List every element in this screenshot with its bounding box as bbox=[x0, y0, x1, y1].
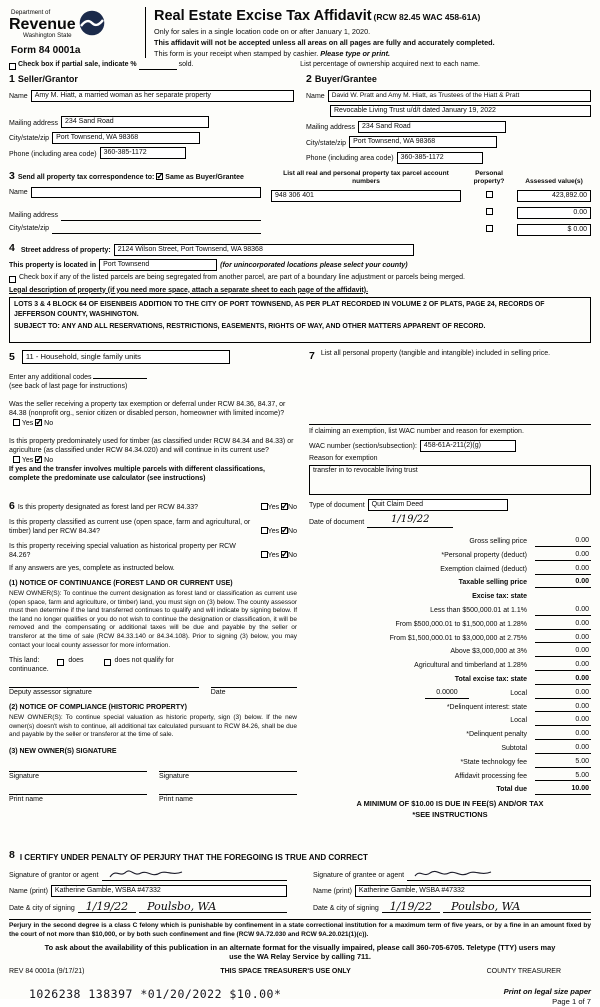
delinquent-penalty-input[interactable]: 0.00 bbox=[535, 730, 591, 740]
buyer-phone-value[interactable]: 360-385-1172 bbox=[397, 152, 483, 164]
grantor-name-print-value[interactable]: Katherine Gamble, WSBA #47332 bbox=[51, 885, 287, 897]
money-row-gross: Gross selling price 0.00 bbox=[309, 533, 591, 547]
notice-compliance-body: NEW OWNER(S): To continue special valuation as historic property, sign (3) below. If the new owner(s) doesn't wish to continue, all additional tax calculated pursuant to RCW 84.26, shall be due and payable by the seller or transferor at the time of sale. bbox=[9, 714, 297, 740]
certification-title: I CERTIFY UNDER PENALTY OF PERJURY THAT THE FOREGOING IS TRUE AND CORRECT bbox=[20, 853, 368, 863]
cashier-stamp: 1026238 138397 *01/20/2022 $10.00* bbox=[29, 987, 281, 1002]
tier3-tax-input[interactable]: 0.00 bbox=[535, 634, 591, 644]
grantor-signing-date[interactable]: 1/19/22 bbox=[78, 901, 136, 914]
assessed-value-input-3[interactable]: $ 0.00 bbox=[517, 224, 591, 236]
form-title: Real Estate Excise Tax Affidavit bbox=[154, 8, 372, 24]
footer-meta-row bbox=[9, 968, 591, 977]
header-note-3: This form is your receipt when stamped by cashier. Please type or print. bbox=[154, 49, 591, 58]
money-row-taxable: Taxable selling price 0.00 bbox=[309, 575, 591, 589]
deputy-assessor-label: Deputy assessor signature bbox=[9, 689, 92, 696]
revenue-logo-icon bbox=[79, 10, 105, 40]
grantor-signature bbox=[108, 867, 194, 880]
assessed-value-input-1[interactable]: 423,892.00 bbox=[517, 190, 591, 202]
money-row-total-state: Total excise tax: state 0.00 bbox=[309, 671, 591, 685]
exemption-claimed-input[interactable]: 0.00 bbox=[535, 565, 591, 575]
legal-description-line-1: LOTS 3 & 4 BLOCK 64 OF EISENBEIS ADDITION TO THE CITY OF PORT TOWNSEND, AS PER PLAT RECORDED IN VOLUME 2 OF PLATS, PAGE 24, RECORDS OF JEFFERSON COUNTY, WASHINGTON. bbox=[14, 300, 586, 319]
grantee-date-city-label: Date & city of signing bbox=[313, 905, 379, 914]
grantor-certification bbox=[9, 863, 287, 914]
segregated-checkbox[interactable] bbox=[9, 276, 16, 283]
agency-subtitle: Washington State bbox=[23, 32, 76, 40]
header-note-1: Only for sales in a single location code on or after January 1, 2020. bbox=[154, 27, 591, 36]
forest-land-question: Is this property designated as forest land per RCW 84.33? bbox=[18, 504, 198, 511]
county-treasurer-label: COUNTY TREASURER bbox=[487, 968, 561, 977]
grantor-signature-field[interactable] bbox=[102, 868, 287, 881]
correspondence-section bbox=[9, 170, 591, 236]
s5-q2-yes-checkbox[interactable] bbox=[13, 456, 20, 463]
personal-property-checkbox-1[interactable] bbox=[486, 191, 493, 198]
total-excise-state-input[interactable]: 0.00 bbox=[535, 675, 591, 685]
grantor-name-print-label: Name (print) bbox=[9, 888, 48, 897]
form-number: Form 84 0001a bbox=[11, 45, 145, 58]
stamp-row bbox=[9, 987, 591, 1007]
money-row-total-due: Total due 10.00 bbox=[309, 781, 591, 795]
segregated-label: Check box if any of the listed parcels are being segregated from another parcel, are part of a boundary line adjustment or parcels being merged. bbox=[19, 274, 465, 283]
same-as-buyer-label: Same as Buyer/Grantee bbox=[165, 174, 244, 181]
assessed-value-input-2[interactable]: 0.00 bbox=[517, 207, 591, 219]
s5-q1-yes-checkbox[interactable] bbox=[13, 419, 20, 426]
ownership-note: List percentage of ownership acquired next to each name. bbox=[294, 61, 480, 70]
buyer-name-value-2[interactable]: Revocable Living Trust u/d/t dated January 19, 2022 bbox=[330, 105, 591, 117]
subtotal-input[interactable]: 0.00 bbox=[535, 744, 591, 754]
seller-name-blank[interactable] bbox=[9, 102, 294, 113]
header-note-2: This affidavit will not be accepted unless all areas on all pages are fully and accurately completed. bbox=[154, 38, 591, 47]
form-revision: REV 84 0001a (9/17/21) bbox=[9, 968, 85, 977]
print-note bbox=[504, 987, 591, 1007]
tier4-tax-input[interactable]: 0.00 bbox=[535, 647, 591, 657]
seller-name-value[interactable]: Amy M. Hiatt, a married woman as her separate property bbox=[31, 90, 294, 102]
correspondence-block bbox=[9, 170, 261, 236]
seller-phone-value[interactable]: 360-385-1172 bbox=[100, 147, 186, 159]
wac-number-label: WAC number (section/subsection): bbox=[309, 443, 417, 452]
document-date-label: Date of document bbox=[309, 519, 364, 528]
grantee-signature-field[interactable] bbox=[407, 868, 591, 881]
street-address-value[interactable]: 2124 Wilson Street, Port Townsend, WA 98368 bbox=[114, 244, 414, 256]
buyer-mailing-value[interactable]: 234 Sand Road bbox=[358, 121, 506, 133]
money-row-delinquent-interest-state: *Delinquent interest: state 0.00 bbox=[309, 699, 591, 713]
delinquent-interest-state-input[interactable]: 0.00 bbox=[535, 703, 591, 713]
new-owner-print-name-line-1[interactable]: Print name bbox=[9, 794, 147, 805]
s5-q1-no-checkbox[interactable] bbox=[35, 419, 42, 426]
s6-q1-no-checkbox[interactable] bbox=[281, 503, 288, 510]
seller-section bbox=[9, 73, 294, 164]
s6-q3-yes-checkbox[interactable] bbox=[261, 551, 268, 558]
personal-property-list-label: List all personal property (tangible and intangible) included in selling price. bbox=[321, 350, 550, 363]
designation-section: 6 Is this property designated as forest land per RCW 84.33? Yes ✓ No Is this property classified as current use (open space, farm and agricultural, or timber) land per RCW 84.34? Yes ✓ No Is this property receiving special valuation as historical property per RCW 84.26? Yes ✓ No If any answers are yes, complete as instructed below. (1) NOTICE OF CONTINUANCE (FOREST LAND OR CURRENT USE) NEW OWNER(S): To continue the current designation as forest land or classification as current use (open space, farm and agriculture, or timber) land, you must sign on (3) below. The county assessor must then determine if the land transferred continues to qualify and will indicate by signing below. If the land no longer qualifies or you do not wish to continue the designation or classification, it will be removed and the compensating or additional taxes will be due and payable by the seller or transferor at the time of sale (RCW 84.33.140 or 84.34.108). Prior to signing (3) below, you may contact your local county assessor for more information. This land: does does not qualify for continuance. Deputy assessor signature Date (2) NOTICE OF COMPLIANCE (HISTORIC PROPERTY) NEW OWNER(S): To continue special valuation as historic property, sign (3) below. If the new owner(s) doesn't wish to continue, all additional tax calculated pursuant to RCW 84.26, shall be due and payable by the seller or transferor at the time of sale. (3) NEW OWNER(S) SIGNATURE Signature Signature Print name Print name bbox=[9, 500, 297, 805]
grantee-signing-date[interactable]: 1/19/22 bbox=[382, 901, 440, 914]
s5-q2-no-checkbox[interactable] bbox=[35, 456, 42, 463]
land-does-not-checkbox[interactable] bbox=[104, 659, 111, 666]
sold-label: sold. bbox=[179, 61, 194, 70]
local-tax-input[interactable]: 0.00 bbox=[535, 689, 591, 699]
money-row-subtotal: Subtotal 0.00 bbox=[309, 740, 591, 754]
use-code-section: 5 11 - Household, single family units Enter any additional codes (see back of last page for instructions) Was the seller receiving a property tax exemption or deferral under RCW 84.36, 84.37, or 84.38 (nonprofit org., senior citizen or disabled person, homeowner with limited income)? Yes ✓ No Is this property predominately used for timber (as classified under RCW 84.34 and 84.33) or agriculture (as classified under RCW 84.34.020) and will continue in its current use? Yes ✓ No If yes and the transfer involves multiple parcels with different classifications, complete the predominate use calculator (see instructions) bbox=[9, 350, 297, 484]
s6-q2-no-checkbox[interactable] bbox=[281, 527, 288, 534]
money-row-personal-deduct: *Personal property (deduct) 0.00 bbox=[309, 547, 591, 561]
title-block bbox=[145, 7, 591, 58]
money-row-tier-1: Less than $500,000.01 at 1.1% 0.00 bbox=[309, 602, 591, 616]
agricultural-tax-input[interactable]: 0.00 bbox=[535, 661, 591, 671]
legal-description-line-2: SUBJECT TO: ANY AND ALL RESERVATIONS, RESTRICTIONS, EASEMENTS, RIGHTS OF WAY, AND OTHER MATTERS APPARENT OF RECORD. bbox=[14, 322, 586, 331]
new-owner-signature-line-1[interactable]: Signature bbox=[9, 771, 147, 782]
buyer-city-value[interactable]: Port Townsend, WA 98368 bbox=[349, 136, 497, 148]
document-date-input[interactable]: 1/19/22 bbox=[367, 514, 453, 528]
form-header bbox=[9, 7, 591, 58]
land-qualify-row: This land: does does not qualify for bbox=[9, 657, 297, 666]
money-row-local: 0.0000 Local 0.00 bbox=[309, 685, 591, 699]
additional-codes-label: Enter any additional codes bbox=[9, 374, 92, 381]
seller-mailing-label: Mailing address bbox=[9, 120, 58, 129]
grantee-certification bbox=[313, 863, 591, 914]
buyer-mailing-label: Mailing address bbox=[306, 124, 355, 133]
grantee-signature bbox=[413, 867, 499, 880]
certification-section: 8 I CERTIFY UNDER PENALTY OF PERJURY THAT THE FOREGOING IS TRUE AND CORRECT Signature of grantor or agent Name (print) Katherine Gamble, WSBA #47332 Date & city of signing 1/19/22 Poulsbo, WA Signature of grantee or agent Name (print) Katherine Gamble, WSBA #47332 Date & city of signing 1/19/22 Poulsbo, WA bbox=[9, 849, 591, 913]
new-owners-signature-title: (3) NEW OWNER(S) SIGNATURE bbox=[9, 748, 297, 757]
s6-q2-yes-checkbox[interactable] bbox=[261, 527, 268, 534]
same-as-buyer-checkbox[interactable] bbox=[156, 173, 163, 180]
additional-codes-input[interactable] bbox=[93, 370, 147, 379]
divider bbox=[309, 424, 591, 425]
grantor-signing-city[interactable]: Poulsbo, WA bbox=[139, 901, 287, 914]
agency-text bbox=[9, 9, 76, 40]
local-rate-input[interactable]: 0.0000 bbox=[425, 689, 469, 699]
total-due-input[interactable]: 10.00 bbox=[535, 785, 591, 795]
partial-sale-checkbox[interactable] bbox=[9, 63, 16, 70]
correspondence-name-label: Name bbox=[9, 189, 28, 198]
form-title-line bbox=[154, 7, 591, 26]
timber-agriculture-question: Is this property predominately used for timber (as classified under RCW 84.34 and 84.33) or agriculture (as classified under RCW 84.34.020) and will continue in its current use? Yes ✓ No If yes and the transfer involves multiple parcels with different classifications, complete the predominate use calculator (see instructions) bbox=[9, 438, 297, 484]
notice-continuance-body: NEW OWNER(S): To continue the current designation as forest land or classification as current use (open space, farm and agriculture, or timber) land, you must sign on (3) below. The county assessor must then determine if the land transferred continues to qualify and will indicate by signing below. If the land no longer qualifies or you do not wish to continue the designation or classification, it will be removed and the compensating or additional taxes will be due and payable by the seller or transferor at the time of sale (RCW 84.33.140 or 84.34.108). Prior to signing (3) below, you may contact your local county assessor for more information. bbox=[9, 590, 297, 650]
seller-city-label: City/state/zip bbox=[9, 135, 49, 144]
partial-sale-row bbox=[9, 61, 591, 70]
predominate-use-note: If yes and the transfer involves multiple parcels with different classifications, complete the predominate use calculator (see instructions) bbox=[9, 466, 297, 484]
exemption-deferral-question: Was the seller receiving a property tax exemption or deferral under RCW 84.36, 84.37, or 84.38 (nonprofit org., senior citizen or disabled person, homeowner with limited income)? Yes ✓ No bbox=[9, 401, 297, 429]
document-type-input[interactable]: Quit Claim Deed bbox=[368, 499, 508, 511]
buyer-title: Buyer/Grantee bbox=[315, 74, 377, 84]
agency-block bbox=[9, 7, 145, 58]
money-row-tier-4: Above $3,000,000 at 3% 0.00 bbox=[309, 643, 591, 657]
exemption-reason-input[interactable]: transfer in to revocable living trust bbox=[309, 465, 591, 495]
personal-property-checkbox-2[interactable] bbox=[486, 208, 493, 215]
parcel-col-header: List all real and personal property tax parcel account numbers bbox=[271, 170, 461, 185]
send-correspondence-label: Send all property tax correspondence to: bbox=[18, 174, 155, 181]
street-address-label: Street address of property: bbox=[21, 247, 111, 256]
seller-title: Seller/Grantor bbox=[18, 74, 78, 84]
buyer-heading: 2 Buyer/Grantee bbox=[306, 73, 591, 86]
deputy-date-line[interactable] bbox=[211, 687, 297, 698]
buyer-phone-label: Phone (including area code) bbox=[306, 155, 394, 164]
if-yes-note: If any answers are yes, complete as instructed below. bbox=[9, 565, 297, 574]
legal-size-note: Print on legal size paper bbox=[504, 987, 591, 996]
money-row-exemption-deduct: Exemption claimed (deduct) 0.00 bbox=[309, 561, 591, 575]
perjury-notice: Perjury in the second degree is a class C felony which is punishable by confinement in a state correctional institution for a maximum term of five years, or by a fine in an amount fixed by the court of not more than $10,000, or by both such confinement and fine (RCW 9A.72.030 and RCW 9A.20.021(1)(c)). bbox=[9, 922, 591, 939]
agency-name: Revenue bbox=[9, 17, 76, 32]
footer bbox=[9, 919, 591, 1007]
tax-section: 7 List all personal property (tangible and intangible) included in selling price. If claiming an exemption, list WAC number and reason for exemption. WAC number (section/subsection): 458-61A-211(2)(g) Reason for exemption transfer in to revocable living trust Type of document Quit Claim Deed Date of document 1/19/22 Gross selling price 0.00 *Personal property (deduct) 0.00 Exemption claimed (deduct) 0.00 Taxable selling price 0.00 Excise tax: state Less than $500,000.01 at 1.1% 0.00 From $500,000.01 to $1,500,000 at 1.28% 0.00 From $1,500,000.01 to $3,000,000 at 2.75% 0.00 Above $3,000,000 at 3% 0.00 Agricultural and timberland at 1.28% 0.00 Total excise tax: state 0.00 0.0000 Local 0.00 *Delinquent interest: state 0.00 Local 0.00 *Delinquent penalty 0.00 Subtotal 0.00 *State technology fee 5.00 Affidavit processing fee 5.00 Total due 10.00 A MINIMUM OF $10.00 IS DUE IN FEE(S) AND/OR TAX *SEE INSTRUCTIONS bbox=[309, 350, 591, 847]
seller-heading: 1 Seller/Grantor bbox=[9, 73, 294, 86]
seller-phone-label: Phone (including area code) bbox=[9, 151, 97, 160]
money-row-delinquent-interest-local: Local 0.00 bbox=[309, 712, 591, 726]
money-row-tier-3: From $1,500,000.01 to $3,000,000 at 2.75% 0.00 bbox=[309, 630, 591, 644]
buyer-city-label: City/state/zip bbox=[306, 140, 346, 149]
money-row-processing-fee: Affidavit processing fee 5.00 bbox=[309, 768, 591, 782]
historic-property-question: Is this property receiving special valuation as historical property per RCW 84.26? bbox=[9, 543, 251, 561]
partial-sale-label: Check box if partial sale, indicate % bbox=[18, 61, 137, 70]
this-land-label: This land: bbox=[9, 657, 39, 666]
page-number: Page 1 of 7 bbox=[552, 997, 591, 1006]
assessed-value-col-header: Assessed value(s) bbox=[517, 178, 591, 186]
new-owner-print-name-line-2[interactable]: Print name bbox=[159, 794, 297, 805]
alternate-format-note: To ask about the availability of this publication in an alternate format for the visually impaired, please call 360-705-6705. Teletype (TTY) users may use the WA Relay Service by calling 711. bbox=[9, 943, 591, 962]
new-owner-signature-line-2[interactable]: Signature bbox=[159, 771, 297, 782]
located-in-label: This property is located in bbox=[9, 262, 96, 271]
correspondence-mailing-label: Mailing address bbox=[9, 212, 58, 221]
buyer-name-label: Name bbox=[306, 93, 325, 102]
s6-q3-no-checkbox[interactable] bbox=[281, 551, 288, 558]
dept-of-label: Department of bbox=[11, 9, 76, 17]
wac-number-input[interactable]: 458-61A-211(2)(g) bbox=[420, 440, 516, 452]
s6-q1-yes-checkbox[interactable] bbox=[261, 503, 268, 510]
parties-section bbox=[9, 73, 591, 164]
grantee-signature-label: Signature of grantee or agent bbox=[313, 872, 404, 881]
processing-fee-input[interactable]: 5.00 bbox=[535, 772, 591, 782]
exemption-reason-label: Reason for exemption bbox=[309, 455, 591, 464]
deputy-date-label: Date bbox=[211, 689, 226, 696]
buyer-section bbox=[306, 73, 591, 164]
location-select[interactable]: Port Townsend bbox=[99, 259, 217, 271]
additional-codes-note: (see back of last page for instructions) bbox=[9, 383, 297, 392]
excise-tax-state-header: Excise tax: state bbox=[309, 588, 591, 602]
money-row-technology-fee: *State technology fee 5.00 bbox=[309, 754, 591, 768]
personal-property-deduct-input[interactable]: 0.00 bbox=[535, 551, 591, 561]
personal-property-list-input[interactable] bbox=[309, 364, 591, 422]
correspondence-heading: 3 Send all property tax correspondence to: ✓ Same as Buyer/Grantee bbox=[9, 170, 261, 183]
correspondence-name-input[interactable] bbox=[31, 187, 261, 198]
notice-continuance-title: (1) NOTICE OF CONTINUANCE (FOREST LAND OR CURRENT USE) bbox=[9, 580, 297, 589]
technology-fee-input[interactable]: 5.00 bbox=[535, 758, 591, 768]
grantee-signing-city[interactable]: Poulsbo, WA bbox=[443, 901, 591, 914]
correspondence-mailing-input[interactable] bbox=[61, 212, 261, 221]
money-row-delinquent-penalty: *Delinquent penalty 0.00 bbox=[309, 726, 591, 740]
exemption-note: If claiming an exemption, list WAC number and reason for exemption. bbox=[309, 428, 591, 437]
buyer-name-value[interactable]: David W. Pratt and Amy M. Hiatt, as Trustees of the Hiatt & Pratt bbox=[328, 90, 591, 102]
table-row bbox=[271, 190, 461, 202]
agency-logo-row bbox=[9, 9, 145, 40]
grantor-signature-label: Signature of grantor or agent bbox=[9, 872, 99, 881]
tier1-tax-input[interactable]: 0.00 bbox=[535, 606, 591, 616]
land-does-checkbox[interactable] bbox=[57, 659, 64, 666]
gross-selling-price-input[interactable]: 0.00 bbox=[535, 537, 591, 547]
treasurer-space-label: THIS SPACE TREASURER'S USE ONLY bbox=[220, 968, 350, 977]
continuance-label: continuance. bbox=[9, 666, 297, 675]
tier2-tax-input[interactable]: 0.00 bbox=[535, 620, 591, 630]
legal-description-box[interactable] bbox=[9, 297, 591, 343]
partial-sale-group bbox=[9, 61, 294, 70]
taxable-selling-price-input[interactable]: 0.00 bbox=[535, 578, 591, 588]
grantor-date-city-label: Date & city of signing bbox=[9, 905, 75, 914]
seller-name-label: Name bbox=[9, 93, 28, 102]
correspondence-city-label: City/state/zip bbox=[9, 225, 49, 234]
delinquent-interest-local-input[interactable]: 0.00 bbox=[535, 716, 591, 726]
form-title-code: (RCW 82.45 WAC 458-61A) bbox=[374, 12, 481, 22]
seller-city-value[interactable]: Port Townsend, WA 98368 bbox=[52, 132, 200, 144]
deputy-assessor-signature-line[interactable] bbox=[9, 687, 199, 698]
property-use-code-input[interactable]: 11 - Household, single family units bbox=[22, 350, 230, 364]
parcel-table bbox=[271, 170, 591, 236]
seller-mailing-value[interactable]: 234 Sand Road bbox=[61, 116, 209, 128]
located-note: (for unincorporated locations please select your county) bbox=[220, 262, 407, 271]
notice-compliance-title: (2) NOTICE OF COMPLIANCE (HISTORIC PROPERTY) bbox=[9, 704, 297, 713]
document-type-label: Type of document bbox=[309, 502, 365, 511]
grantee-name-print-label: Name (print) bbox=[313, 888, 352, 897]
parcel-number-input[interactable]: 948 306 401 bbox=[271, 190, 461, 202]
personal-property-col-header: Personal property? bbox=[466, 170, 512, 185]
current-use-question: Is this property classified as current use (open space, farm and agricultural, or timber) land per RCW 84.34? bbox=[9, 519, 251, 537]
money-row-tier-2: From $500,000.01 to $1,500,000 at 1.28% 0.00 bbox=[309, 616, 591, 630]
minimum-due-note: A MINIMUM OF $10.00 IS DUE IN FEE(S) AND/OR TAX bbox=[309, 799, 591, 808]
partial-sale-percent-input[interactable] bbox=[139, 61, 177, 70]
grantee-name-print-value[interactable]: Katherine Gamble, WSBA #47332 bbox=[355, 885, 591, 897]
legal-description-label: Legal description of property (if you need more space, attach a separate sheet to each page of the affidavit). bbox=[9, 287, 591, 296]
property-section: 4 Street address of property: 2124 Wilson Street, Port Townsend, WA 98368 This property is located in Port Townsend (for unincorporated locations please select your county) Check box if any of the listed parcels are being segregated from another parcel, are part of a boundary line adjustment or parcels being merged. Legal description of property (if you need more space, attach a separate sheet to each page of the affidavit). LOTS 3 & 4 BLOCK 64 OF EISENBEIS ADDITION TO THE CITY OF PORT TOWNSEND, AS PER PLAT RECORDED IN VOLUME 2 OF PLATS, PAGE 24, RECORDS OF JEFFERSON COUNTY, WASHINGTON. SUBJECT TO: ANY AND ALL RESERVATIONS, RESTRICTIONS, EASEMENTS, RIGHTS OF WAY, AND OTHER MATTERS APPARENT OF RECORD. bbox=[9, 242, 591, 343]
middle-columns bbox=[9, 350, 591, 847]
money-row-agricultural: Agricultural and timberland at 1.28% 0.00 bbox=[309, 657, 591, 671]
correspondence-city-input[interactable] bbox=[52, 225, 261, 234]
see-instructions-note: *SEE INSTRUCTIONS bbox=[309, 810, 591, 819]
left-column bbox=[9, 350, 297, 847]
personal-property-checkbox-3[interactable] bbox=[486, 225, 493, 232]
